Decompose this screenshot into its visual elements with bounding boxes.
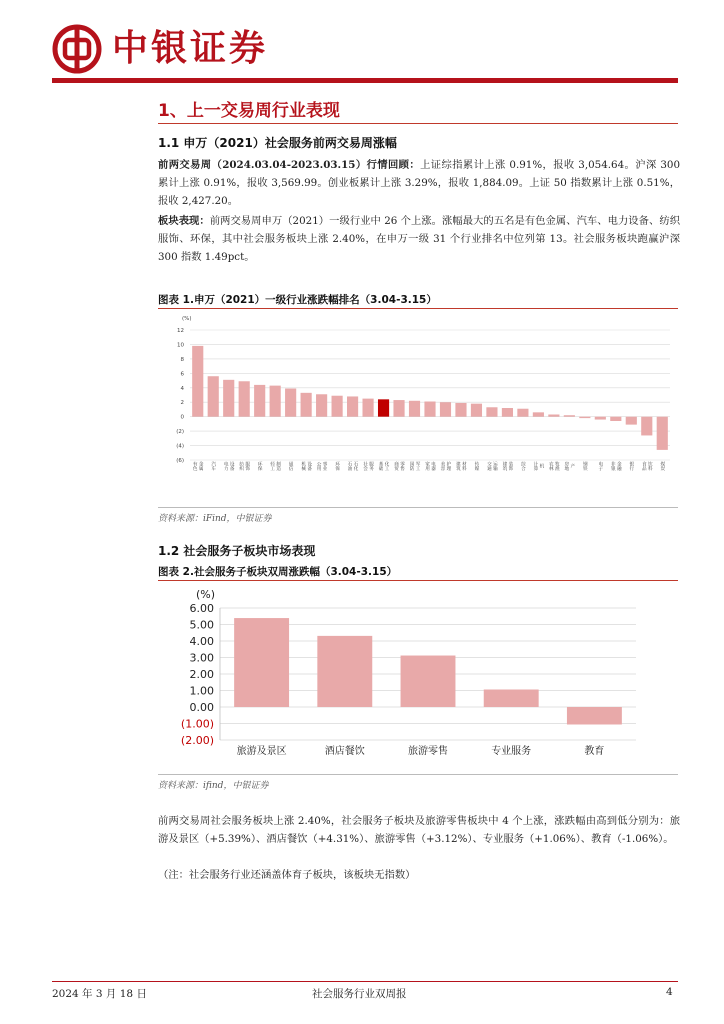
- x-tick-label: 商贸: [393, 461, 399, 471]
- y-tick-label: (2): [176, 429, 184, 436]
- bar: [208, 376, 219, 416]
- bar: [486, 407, 497, 416]
- figure-2-source: 资料来源：ifind，中银证券: [158, 781, 269, 791]
- x-tick-label: 运输: [492, 461, 498, 471]
- x-tick-label: 牧渔: [554, 461, 560, 471]
- x-tick-label: 酒店餐饮: [324, 746, 365, 757]
- x-tick-label: 电子: [597, 461, 603, 471]
- bar: [455, 403, 466, 417]
- footer-report-name: 社会服务行业双周报: [312, 988, 407, 1000]
- x-tick-label: 家用: [424, 461, 430, 471]
- bar: [285, 389, 296, 417]
- y-tick-label: 6: [180, 371, 184, 378]
- bar: [579, 417, 590, 418]
- x-tick-label: 食品: [641, 461, 647, 471]
- figure-2-rule: [158, 580, 678, 581]
- x-tick-label: 服务: [368, 461, 374, 471]
- x-tick-label: 钢铁: [582, 461, 588, 471]
- x-tick-label: 社会: [362, 461, 368, 471]
- bar: [254, 385, 265, 417]
- bar: [484, 690, 539, 707]
- x-tick-label: 事业: [322, 461, 328, 471]
- bar: [301, 393, 312, 417]
- market-review-label: 前两交易周（2024.03.04-2023.03.15）行情回顾：: [158, 159, 421, 171]
- brand-block: [52, 24, 268, 74]
- figure-2-title: 图表 2.社会服务子板块双周涨跌幅（3.04-3.15）: [158, 566, 398, 578]
- x-tick-label: 国防: [409, 461, 415, 471]
- subsection-title-1: 1.1 申万（2021）社会服务前两交易周涨幅: [158, 136, 397, 150]
- x-tick-label: 综合: [520, 461, 526, 471]
- x-tick-label: 机械: [300, 461, 306, 471]
- sub-sector-chart: [158, 584, 678, 768]
- x-tick-label: 环保: [334, 461, 340, 471]
- section-title: 1、上一交易周行业表现: [158, 101, 340, 121]
- footer-date: 2024 年 3 月 18 日: [52, 988, 147, 1000]
- bar: [533, 412, 544, 416]
- figure-2-bottom-rule: [158, 774, 678, 775]
- sector-performance-text: 前两交易周申万（2021）一级行业中 26 个上涨。涨幅最大的五名是有色金属、汽车、电力设备、纺织服饰、环保，其中社会服务板块上涨 2.40%，在申万一级 31 个行业排名中位列第 13。社会服务板块跑赢沪深 300 指数 1.49pct。: [158, 215, 680, 263]
- y-tick-label: 3.00: [189, 651, 214, 665]
- x-tick-label: 银行: [628, 461, 634, 471]
- industry-ranking-chart: [158, 310, 678, 506]
- figure-1-rule: [158, 308, 678, 309]
- section-rule: [158, 123, 678, 124]
- y-tick-label: 2: [180, 400, 184, 407]
- y-tick-label: 5.00: [189, 618, 214, 632]
- bar: [610, 417, 621, 421]
- x-tick-label: 电力: [223, 461, 229, 471]
- y-tick-label: (1.00): [180, 717, 214, 731]
- x-tick-label: 护理: [445, 461, 451, 471]
- x-tick-label: 设备: [229, 461, 235, 471]
- y-tick-label: 4.00: [189, 635, 214, 648]
- y-tick-label: 8: [180, 356, 184, 363]
- x-tick-label: 金融: [616, 461, 622, 471]
- x-tick-label: 材料: [461, 461, 467, 471]
- x-tick-label: 通信: [288, 461, 294, 471]
- bar: [471, 404, 482, 417]
- bar: [564, 415, 575, 416]
- x-tick-label: 旅游零售: [408, 746, 448, 757]
- x-tick-label: 产: [569, 463, 575, 469]
- note-paragraph: （注：社会服务行业还涵盖体育子板块，该板块无指数）: [158, 869, 416, 881]
- bar: [626, 417, 637, 425]
- y-tick-label: 12: [177, 328, 184, 334]
- y-tick-label: 4: [180, 385, 184, 392]
- bar: [657, 417, 668, 450]
- x-tick-label: 军工: [415, 461, 421, 471]
- bar: [192, 346, 203, 417]
- x-tick-label: 非银: [610, 461, 616, 471]
- bar: [317, 636, 372, 707]
- header-rule: [52, 78, 678, 83]
- y-tick-label: 2.00: [189, 668, 214, 681]
- figure-1-title: 图表 1.申万（2021）一级行业涨跌幅排名（3.04-3.15）: [158, 294, 437, 306]
- bar: [401, 656, 456, 707]
- x-tick-label: 石油: [347, 461, 353, 471]
- x-tick-label: 轻工: [269, 461, 275, 471]
- x-tick-label: 汽车: [210, 461, 216, 471]
- x-tick-label: 教育: [584, 746, 605, 757]
- y-tick-label: 0: [180, 414, 184, 421]
- x-tick-label: 旅游及景区: [236, 746, 287, 757]
- bar: [517, 409, 528, 417]
- x-tick-label: 制造: [275, 461, 281, 471]
- brand-name: 中银证券: [112, 28, 269, 69]
- x-tick-label: 煤炭: [659, 461, 665, 471]
- bar: [440, 402, 451, 416]
- subsection-title-2: 1.2 社会服务子板块市场表现: [158, 544, 316, 558]
- bar: [270, 386, 281, 417]
- x-tick-label: 计算: [532, 461, 538, 471]
- y-tick-label: 10: [177, 342, 184, 349]
- x-tick-label: 建筑: [455, 461, 461, 471]
- bar: [362, 399, 373, 417]
- sector-performance-label: 板块表现：: [158, 215, 210, 227]
- bar: [223, 380, 234, 417]
- bar: [409, 401, 420, 417]
- x-tick-label: 传媒: [473, 461, 479, 471]
- bar: [316, 394, 327, 416]
- x-tick-label: 服饰: [244, 461, 250, 471]
- sector-performance-paragraph: [158, 212, 680, 266]
- x-tick-label: 化工: [384, 461, 390, 471]
- market-review-paragraph: [158, 156, 680, 210]
- figure-1-bottom-rule: [158, 507, 678, 508]
- x-tick-label: 饮料: [647, 461, 653, 471]
- bank-of-china-logo-icon: [52, 24, 102, 74]
- bar: [234, 618, 289, 707]
- page-number: 4: [666, 986, 673, 998]
- x-tick-label: 农林: [548, 461, 554, 471]
- y-tick-label: 0.00: [189, 701, 214, 714]
- bar: [347, 396, 358, 416]
- x-tick-label: 建筑: [501, 461, 507, 471]
- page-header: [0, 0, 724, 88]
- figure-1-source: 资料来源：iFind，中银证券: [158, 514, 272, 524]
- x-tick-label: 交通: [486, 461, 492, 471]
- bar: [595, 417, 606, 420]
- x-tick-label: 电器: [430, 461, 436, 471]
- bar: [502, 408, 513, 417]
- y-tick-label: (2.00): [180, 734, 214, 747]
- bar: [424, 402, 435, 417]
- x-tick-label: 零售: [399, 461, 405, 471]
- x-tick-label: 专业服务: [491, 746, 532, 757]
- bar: [378, 399, 389, 416]
- y-axis-unit: (%): [182, 316, 192, 322]
- x-tick-label: 基础: [378, 461, 384, 471]
- x-tick-label: 公用: [316, 461, 322, 471]
- x-tick-label: 机: [538, 463, 544, 469]
- x-tick-label: 美容: [439, 461, 445, 471]
- sub-sector-summary-paragraph: 前两交易周社会服务板块上涨 2.40%，社会服务子板块及旅游零售板块中 4 个上涨，涨跌幅由高到低分别为：旅游及景区（+5.39%）、酒店餐饮（+4.31%）、旅游零售（+3.12%）、专业服务（+1.06%）、教育（-1.06%）。: [158, 815, 680, 845]
- x-tick-label: 有色: [192, 461, 198, 471]
- x-tick-label: 装饰: [507, 461, 513, 471]
- y-tick-label: 1.00: [189, 684, 214, 698]
- y-axis-unit: (%): [196, 588, 216, 601]
- market-review-text: 上证综指累计上涨 0.91%，报收 3,054.64。沪深 300 累计上涨 0.91%，报收 3,569.99。创业板累计上涨 3.29%，报收 1,884.09。上证 50 指数累计上涨 0.51%，报收 2,427.20。: [158, 159, 680, 207]
- bar: [393, 400, 404, 417]
- bar: [548, 415, 559, 417]
- x-tick-label: 金属: [198, 461, 204, 471]
- x-tick-label: 石化: [353, 461, 359, 471]
- bar: [239, 381, 250, 416]
- y-tick-label: (4): [176, 443, 184, 450]
- bar: [332, 396, 343, 417]
- footer-rule: [52, 981, 678, 982]
- bar: [641, 417, 652, 436]
- bar: [567, 707, 622, 724]
- x-tick-label: 设备: [306, 461, 312, 471]
- x-tick-label: 房地: [563, 461, 569, 471]
- x-tick-label: 纺织: [238, 461, 244, 471]
- x-tick-label: 环保: [257, 461, 263, 471]
- y-tick-label: 6.00: [189, 602, 214, 615]
- y-tick-label: (6): [176, 458, 184, 464]
